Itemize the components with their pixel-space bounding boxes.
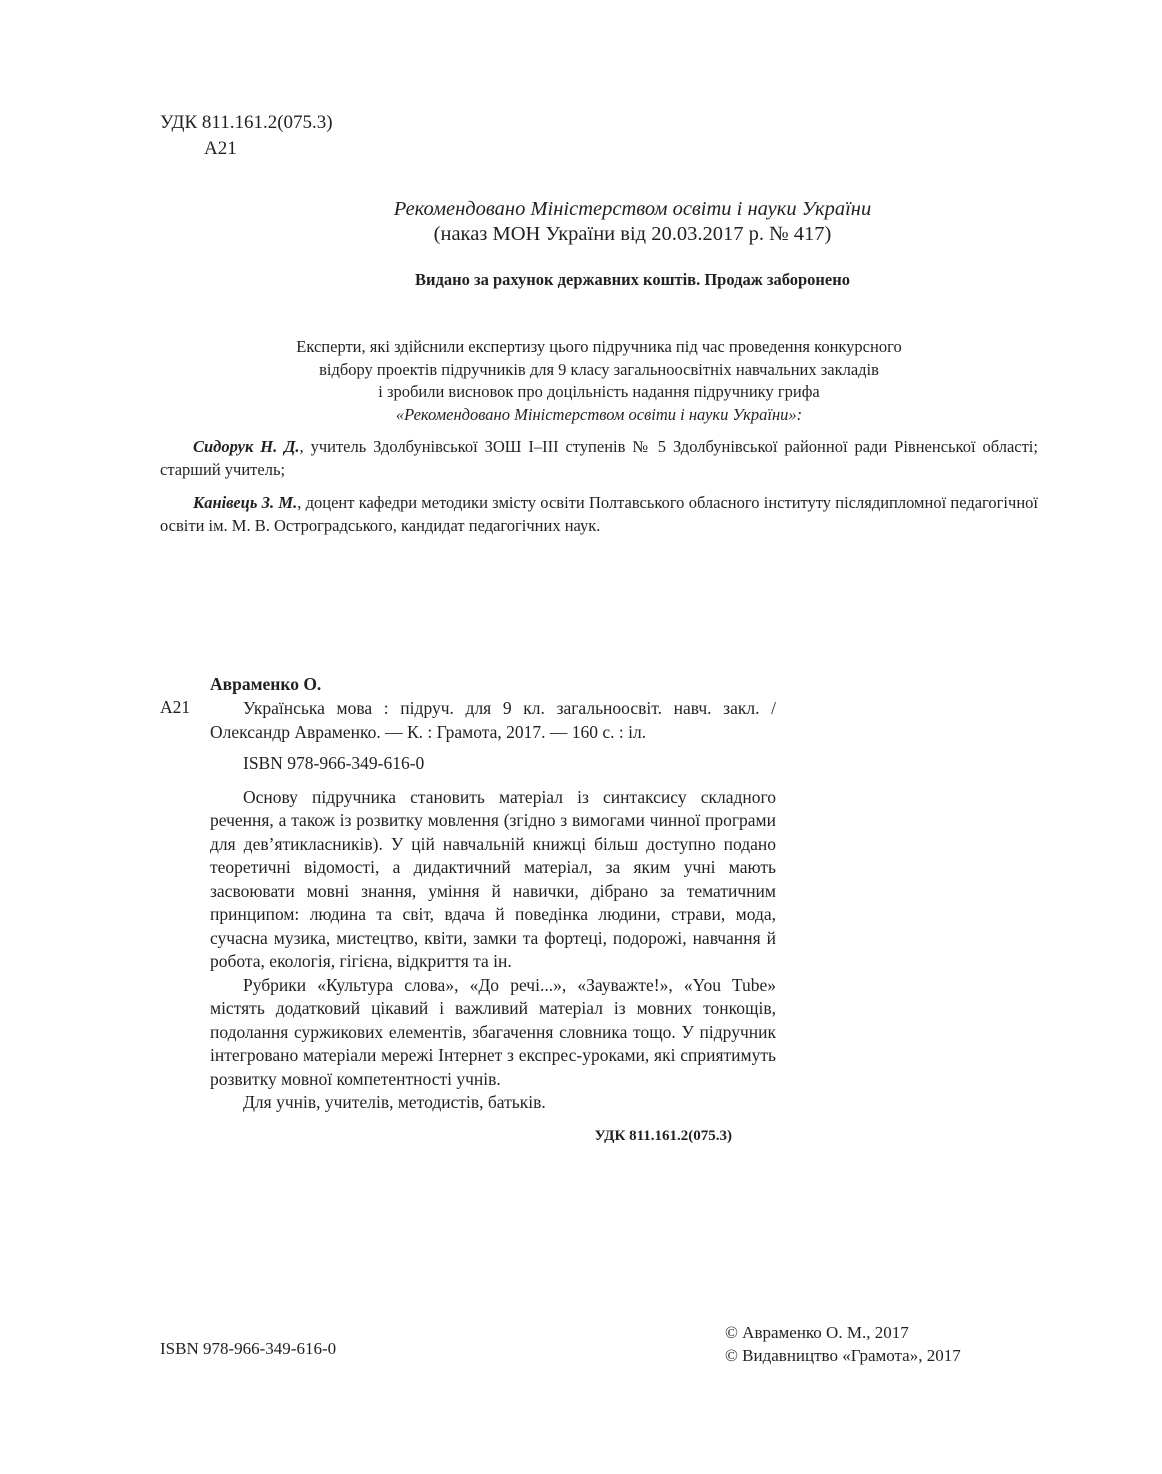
expert-description: , доцент кафедри методики змісту освіти Полтавського обласного інституту післядипломної педагогічної освіти ім. М. В. Остроградського, кандидат педагогічних наук. xyxy=(160,493,1038,535)
footer-isbn: ISBN 978-966-349-616-0 xyxy=(160,1339,337,1358)
experts-intro-line: відбору проектів підручників для 9 класу загальноосвітніх навчальних закладів xyxy=(319,359,879,379)
expert-description: , учитель Здолбунівської ЗОШ І–ІІІ ступенів № 5 Здолбунівської районної ради Рівненської області; старший учитель; xyxy=(160,437,1038,479)
bibliographic-description: Українська мова : підруч. для 9 кл. загальноосвіт. навч. закл. / Олександр Авраменко. — К. : Грамота, 2017. — 160 с. : іл. xyxy=(210,698,776,742)
experts-intro-line: Експерти, які здійснили експертизу цього підручника під час проведення конкурсного xyxy=(296,337,902,356)
expert-name: Канівець З. М. xyxy=(193,493,298,512)
experts-intro-line: «Рекомендовано Міністерством освіти і науки України»: xyxy=(395,404,803,424)
udk-code: УДК 811.161.2(075.3) xyxy=(160,112,333,133)
recommendation-line: Рекомендовано Міністерством освіти і науки України xyxy=(393,198,872,220)
ministry-recommendation xyxy=(300,197,965,247)
expert-entry xyxy=(160,491,1038,537)
expert-name: Сидорук Н. Д. xyxy=(193,437,300,456)
annotation-paragraph: Рубрики «Культура слова», «До речі...», «Зауважте!», «You Tube» містять додатковий цікавий і важливий матеріал із мовних тонкощів, подолання суржикових елементів, збагачення словника тощо. У підручник інтегровано матеріали мережі Інтернет з експрес-уроками, які сприятимуть розвитку мовної компетентності учнів. xyxy=(210,974,776,1089)
card-isbn: ISBN 978-966-349-616-0 xyxy=(243,753,425,773)
experts-intro xyxy=(160,336,1038,426)
card-author-mark: А21 xyxy=(160,697,191,717)
author-mark: А21 xyxy=(204,138,237,159)
copyright-author: © Авраменко О. М., 2017 xyxy=(725,1323,909,1342)
order-line: (наказ МОН України від 20.03.2017 р. № 417) xyxy=(433,223,832,245)
udk-header-block xyxy=(160,110,333,162)
funding-notice: Видано за рахунок державних коштів. Продаж заборонено xyxy=(414,270,850,289)
audience-line: Для учнів, учителів, методистів, батьків. xyxy=(243,1092,546,1112)
copyright-publisher: © Видавництво «Грамота», 2017 xyxy=(725,1346,961,1365)
experts-intro-line: і зробили висновок про доцільність надання підручнику грифа xyxy=(378,382,820,401)
annotation-paragraph: Основу підручника становить матеріал із синтаксису складного речення, а також із розвитку мовлення (згідно з вимогами чинної програми для дев’ятикласників). У цій навчальній книжці більш доступно подано теоретичні відомості, а дидактичний матеріал, за яким учні мають засвоювати мовні знання, уміння й навички, дібрано за тематичним принципом: людина та світ, вдача й поведінка людини, страви, мода, сучасна музика, мистецтво, квіти, замки та фортеці, подорожі, навчання й робота, екологія, гігієна, відкриття та ін. xyxy=(210,786,776,971)
card-udk: УДК 811.161.2(075.3) xyxy=(594,1127,732,1144)
expert-entry xyxy=(160,435,1038,481)
card-author: Авраменко О. xyxy=(210,674,322,694)
catalog-card xyxy=(210,697,776,1148)
copyright-block xyxy=(725,1321,961,1367)
